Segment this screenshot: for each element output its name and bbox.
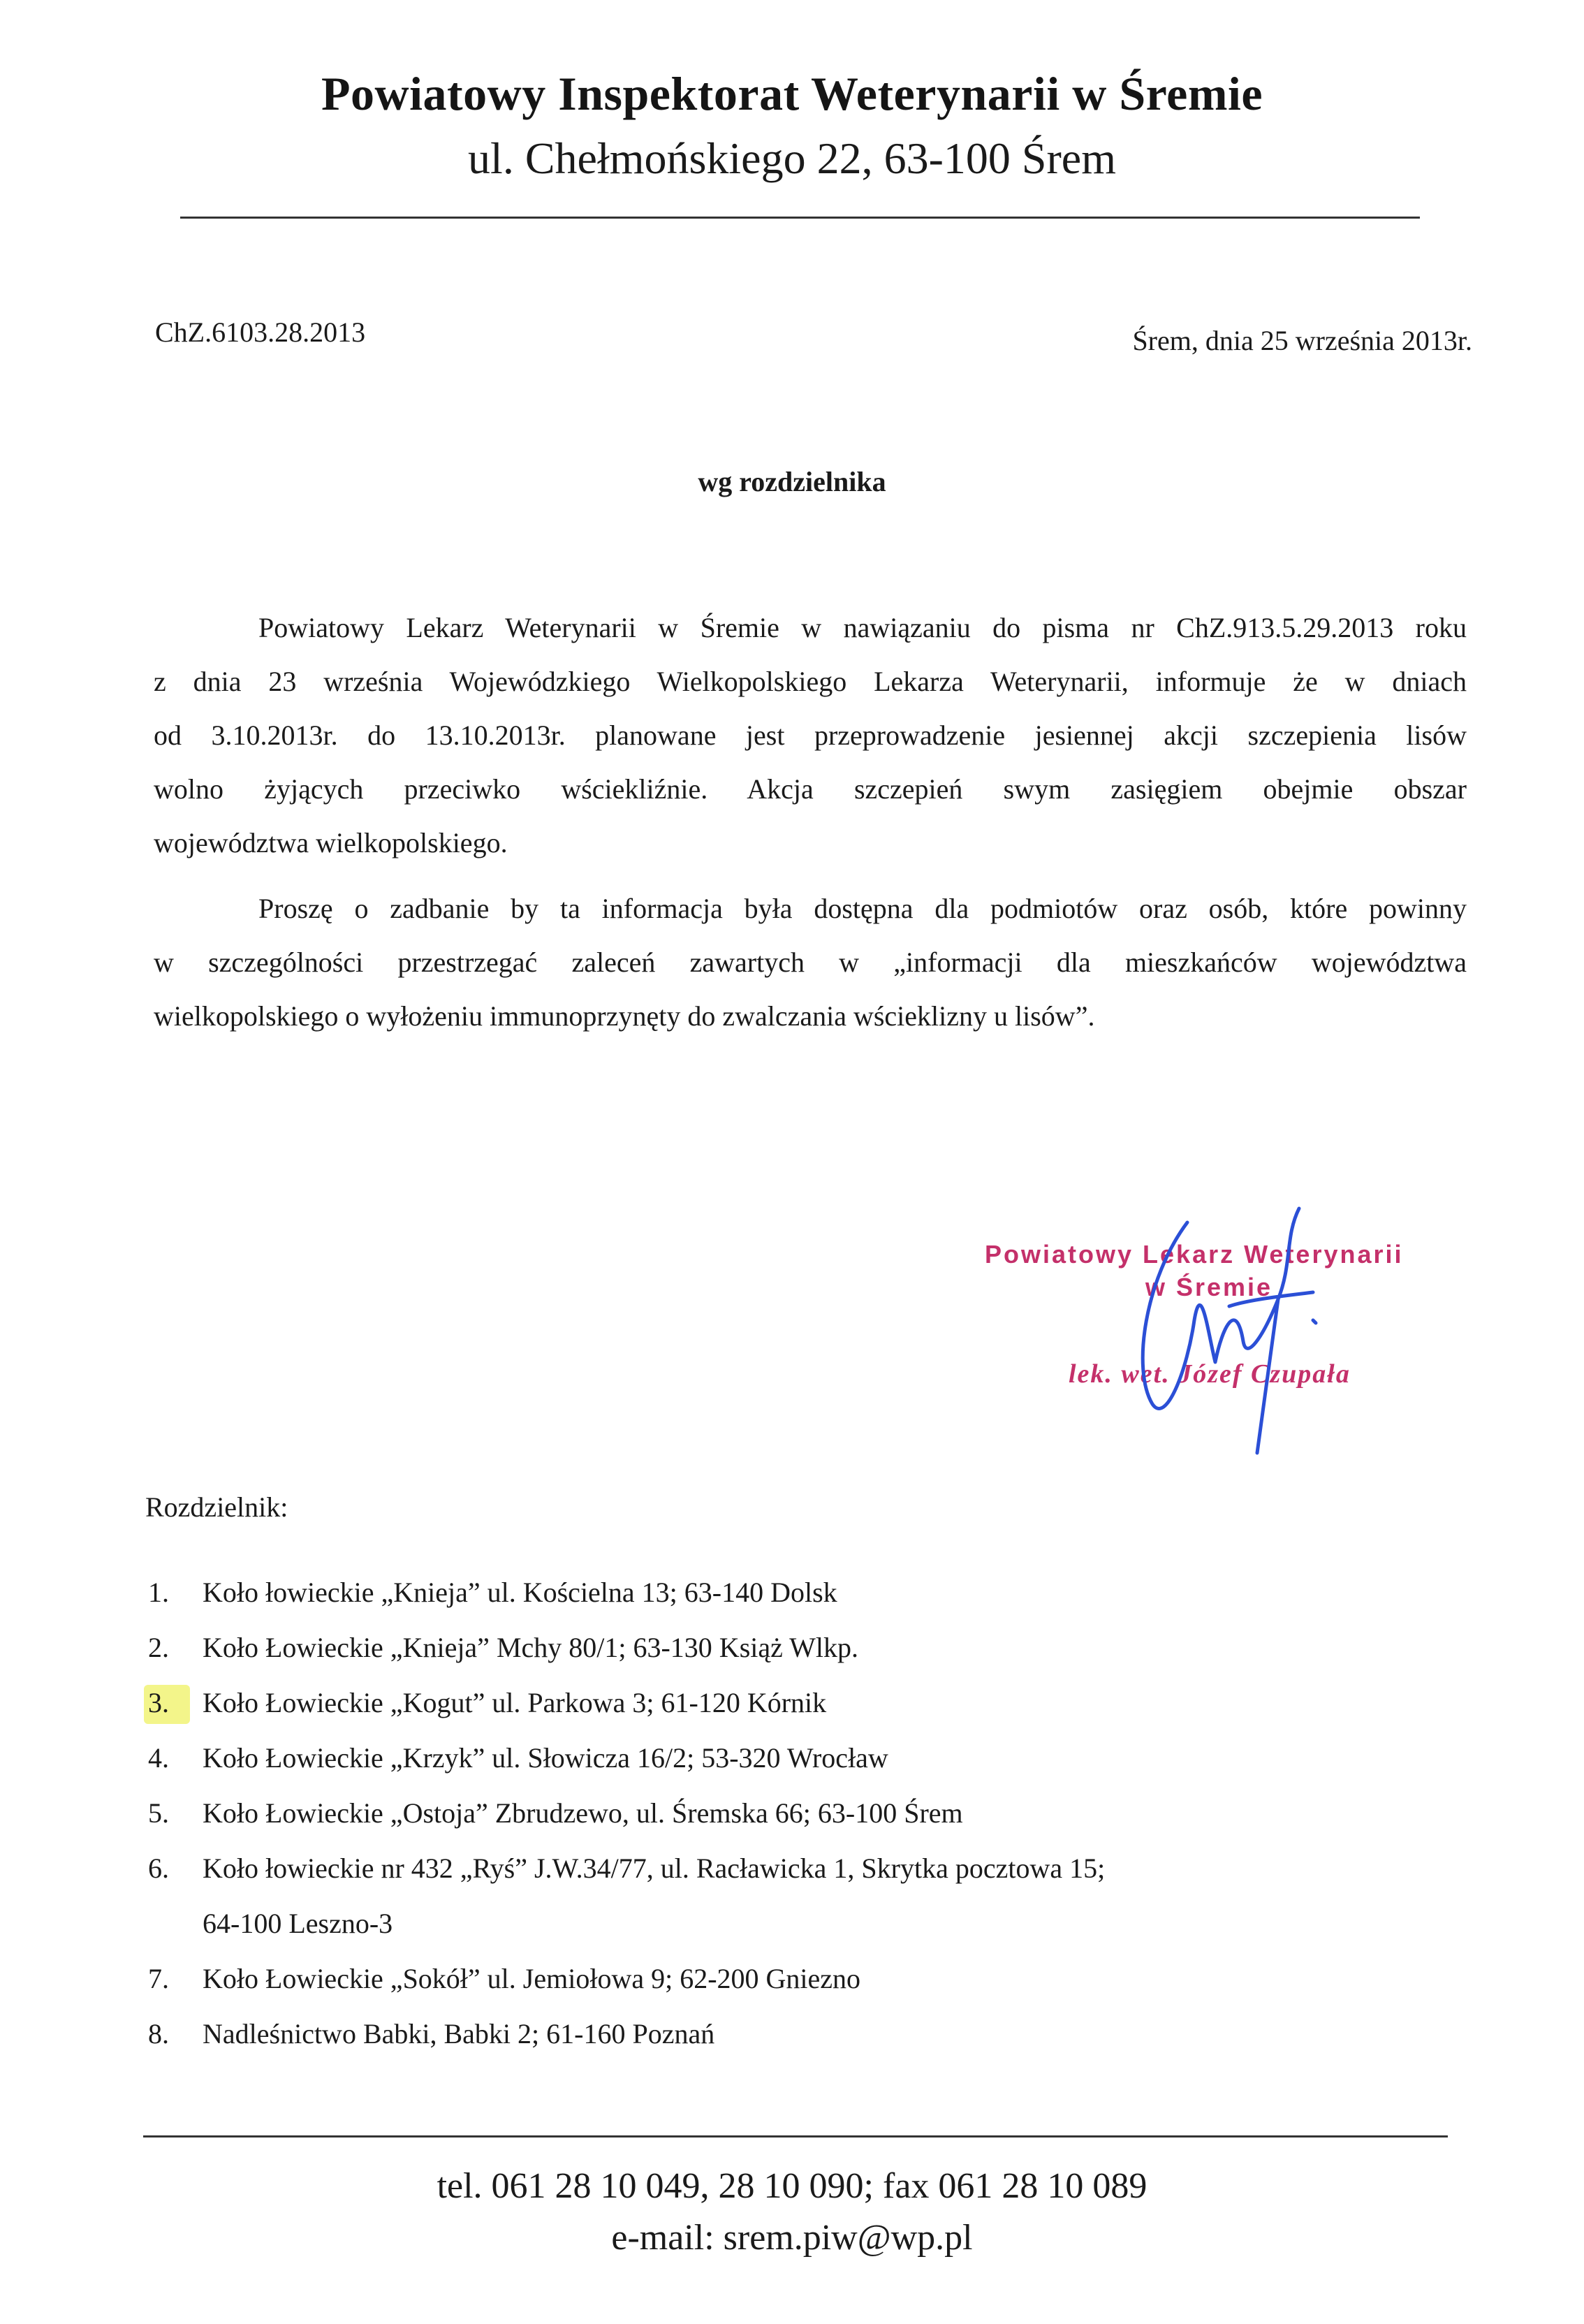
- list-number-highlighted: 3.: [148, 1675, 203, 1730]
- paragraph-line: Proszę o zadbanie by ta informacja była dostępna dla podmiotów oraz osób, które powinny: [258, 893, 1467, 924]
- org-name: Powiatowy Inspektorat Weterynarii w Śremie: [321, 67, 1263, 120]
- list-text: Koło Łowieckie „Kogut” ul. Parkowa 3; 61-120 Kórnik: [203, 1687, 827, 1718]
- date-line: Śrem, dnia 25 września 2013r.: [1132, 325, 1472, 356]
- footer-email: e-mail: srem.piw@wp.pl: [611, 2218, 973, 2258]
- stamp-city: w Śremie: [1145, 1273, 1273, 1301]
- body-paragraph-1: [154, 601, 1467, 870]
- body-paragraph-2: [154, 882, 1467, 1043]
- footer-divider: [143, 2135, 1448, 2137]
- list-text: Koło Łowieckie „Ostoja” Zbrudzewo, ul. Śremska 66; 63-100 Śrem: [203, 1797, 963, 1829]
- list-item: [148, 1730, 1105, 1785]
- paragraph-line: województwa wielkopolskiego.: [154, 827, 508, 858]
- list-text: Nadleśnictwo Babki, Babki 2; 61-160 Poznań: [203, 2018, 715, 2049]
- paragraph-line: w szczególności przestrzegać zaleceń zawartych w „informacji dla mieszkańców województwa: [154, 947, 1467, 978]
- signature-scribble: [1103, 1194, 1355, 1460]
- list-text: Koło łowieckie „Knieja” ul. Kościelna 13; 63-140 Dolsk: [203, 1577, 837, 1608]
- recipient-line: wg rozdzielnika: [698, 466, 886, 497]
- list-number: 2.: [148, 1632, 169, 1663]
- list-text: Koło łowieckie nr 432 „Ryś” J.W.34/77, ul. Racławicka 1, Skrytka pocztowa 15;: [203, 1852, 1106, 1884]
- list-item-continuation: [148, 1896, 1105, 1951]
- paragraph-line: od 3.10.2013r. do 13.10.2013r. planowane jest przeprowadzenie jesiennej akcji szczepienia lisów: [154, 719, 1467, 751]
- distribution-heading: Rozdzielnik:: [145, 1491, 288, 1523]
- org-address: ul. Chełmońskiego 22, 63-100 Śrem: [468, 133, 1116, 183]
- list-number: 7.: [148, 1963, 169, 1994]
- paragraph-line: Powiatowy Lekarz Weterynarii w Śremie w nawiązaniu do pisma nr ChZ.913.5.29.2013 roku: [258, 612, 1467, 643]
- list-item: [148, 1841, 1105, 1896]
- list-item: [148, 1785, 1105, 1841]
- list-text: Koło Łowieckie „Krzyk” ul. Słowicza 16/2; 53-320 Wrocław: [203, 1742, 888, 1774]
- list-item: [148, 1951, 1105, 2006]
- stamp-name: lek. wet. Józef Czupała: [1069, 1359, 1351, 1389]
- footer-phone: tel. 061 28 10 049, 28 10 090; fax 061 28 10 089: [437, 2166, 1147, 2206]
- list-number: 1.: [148, 1577, 169, 1608]
- distribution-list: [148, 1565, 1105, 2061]
- list-item: [148, 1620, 1105, 1675]
- header-divider: [180, 217, 1420, 219]
- reference-number: ChZ.6103.28.2013: [155, 316, 366, 348]
- list-number: 5.: [148, 1797, 169, 1829]
- paragraph-line: z dnia 23 września Wojewódzkiego Wielkopolskiego Lekarza Weterynarii, informuje że w dniach: [154, 666, 1467, 697]
- list-number: 6.: [148, 1852, 169, 1884]
- list-text: Koło Łowieckie „Knieja” Mchy 80/1; 63-130 Książ Wlkp.: [203, 1632, 859, 1663]
- paragraph-line: wielkopolskiego o wyłożeniu immunoprzynęty do zwalczania wścieklizny u lisów”.: [154, 1000, 1095, 1032]
- list-item: [148, 1675, 1105, 1730]
- paragraph-line: wolno żyjących przeciwko wściekliźnie. Akcja szczepień swym zasięgiem obejmie obszar: [154, 773, 1467, 805]
- list-item: [148, 1565, 1105, 1620]
- list-item: [148, 2006, 1105, 2061]
- list-text: 64-100 Leszno-3: [203, 1908, 393, 1939]
- stamp-title: Powiatowy Lekarz Weterynarii: [985, 1240, 1404, 1269]
- list-number: 8.: [148, 2018, 169, 2049]
- list-text: Koło Łowieckie „Sokół” ul. Jemiołowa 9; 62-200 Gniezno: [203, 1963, 861, 1994]
- list-number: 4.: [148, 1742, 169, 1774]
